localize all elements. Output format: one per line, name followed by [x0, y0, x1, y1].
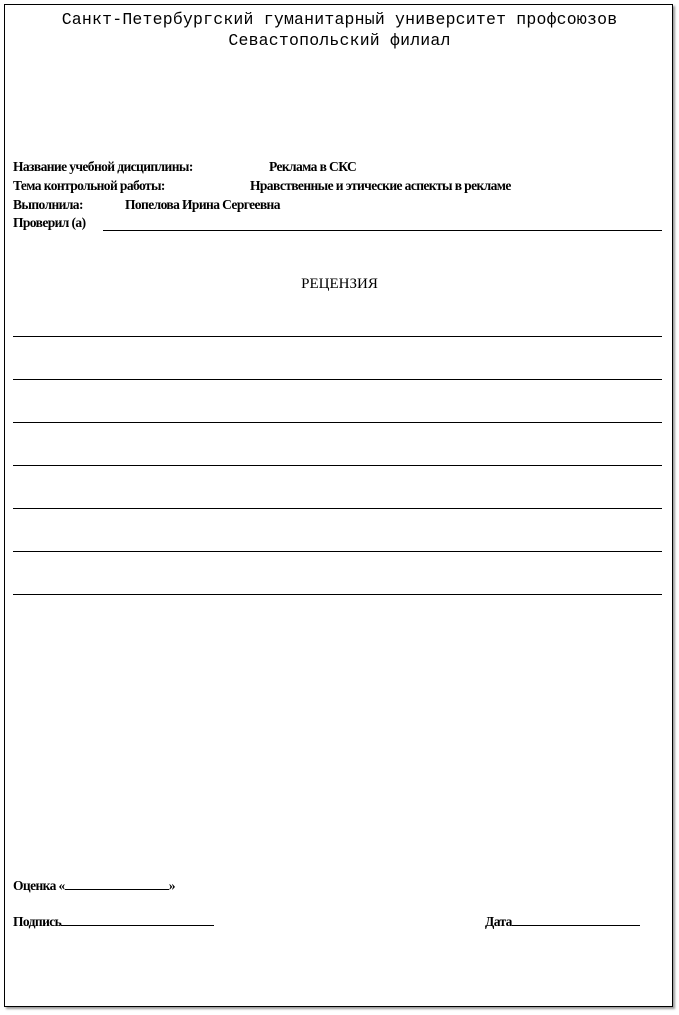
discipline-row [13, 159, 357, 175]
checked-blank-line [103, 230, 662, 231]
review-line [13, 336, 662, 337]
university-name: Санкт-Петербургский гуманитарный университет профсоюзов [61, 10, 618, 29]
review-title: РЕЦЕНЗИЯ [301, 276, 378, 292]
signature-row [13, 913, 214, 930]
topic-row [13, 178, 511, 194]
grade-close: » [168, 878, 175, 893]
grade-blank [65, 877, 169, 890]
topic-value: Нравственные и этические аспекты в рекламе [250, 178, 511, 193]
review-line [13, 422, 662, 423]
checked-row [13, 215, 85, 231]
author-value: Попелова Ирина Сергеевна [125, 197, 280, 212]
date-blank [512, 913, 640, 926]
review-line [13, 465, 662, 466]
checked-label: Проверил (а) [13, 215, 86, 230]
review-line [13, 551, 662, 552]
signature-label: Подпись [13, 914, 62, 929]
date-label: Дата [485, 914, 512, 929]
review-line [13, 379, 662, 380]
discipline-label: Название учебной дисциплины: [13, 159, 193, 174]
review-line [13, 594, 662, 595]
signature-blank [61, 913, 214, 926]
page-frame [4, 4, 673, 1007]
discipline-value: Реклама в СКС [269, 159, 357, 174]
author-label: Выполнила: [13, 197, 83, 212]
grade-row [13, 877, 175, 894]
topic-label: Тема контрольной работы: [13, 178, 165, 193]
date-row [485, 913, 640, 930]
grade-open: Оценка « [13, 878, 65, 893]
branch-name: Севастопольский филиал [228, 31, 451, 50]
author-row [13, 197, 280, 213]
review-line [13, 508, 662, 509]
